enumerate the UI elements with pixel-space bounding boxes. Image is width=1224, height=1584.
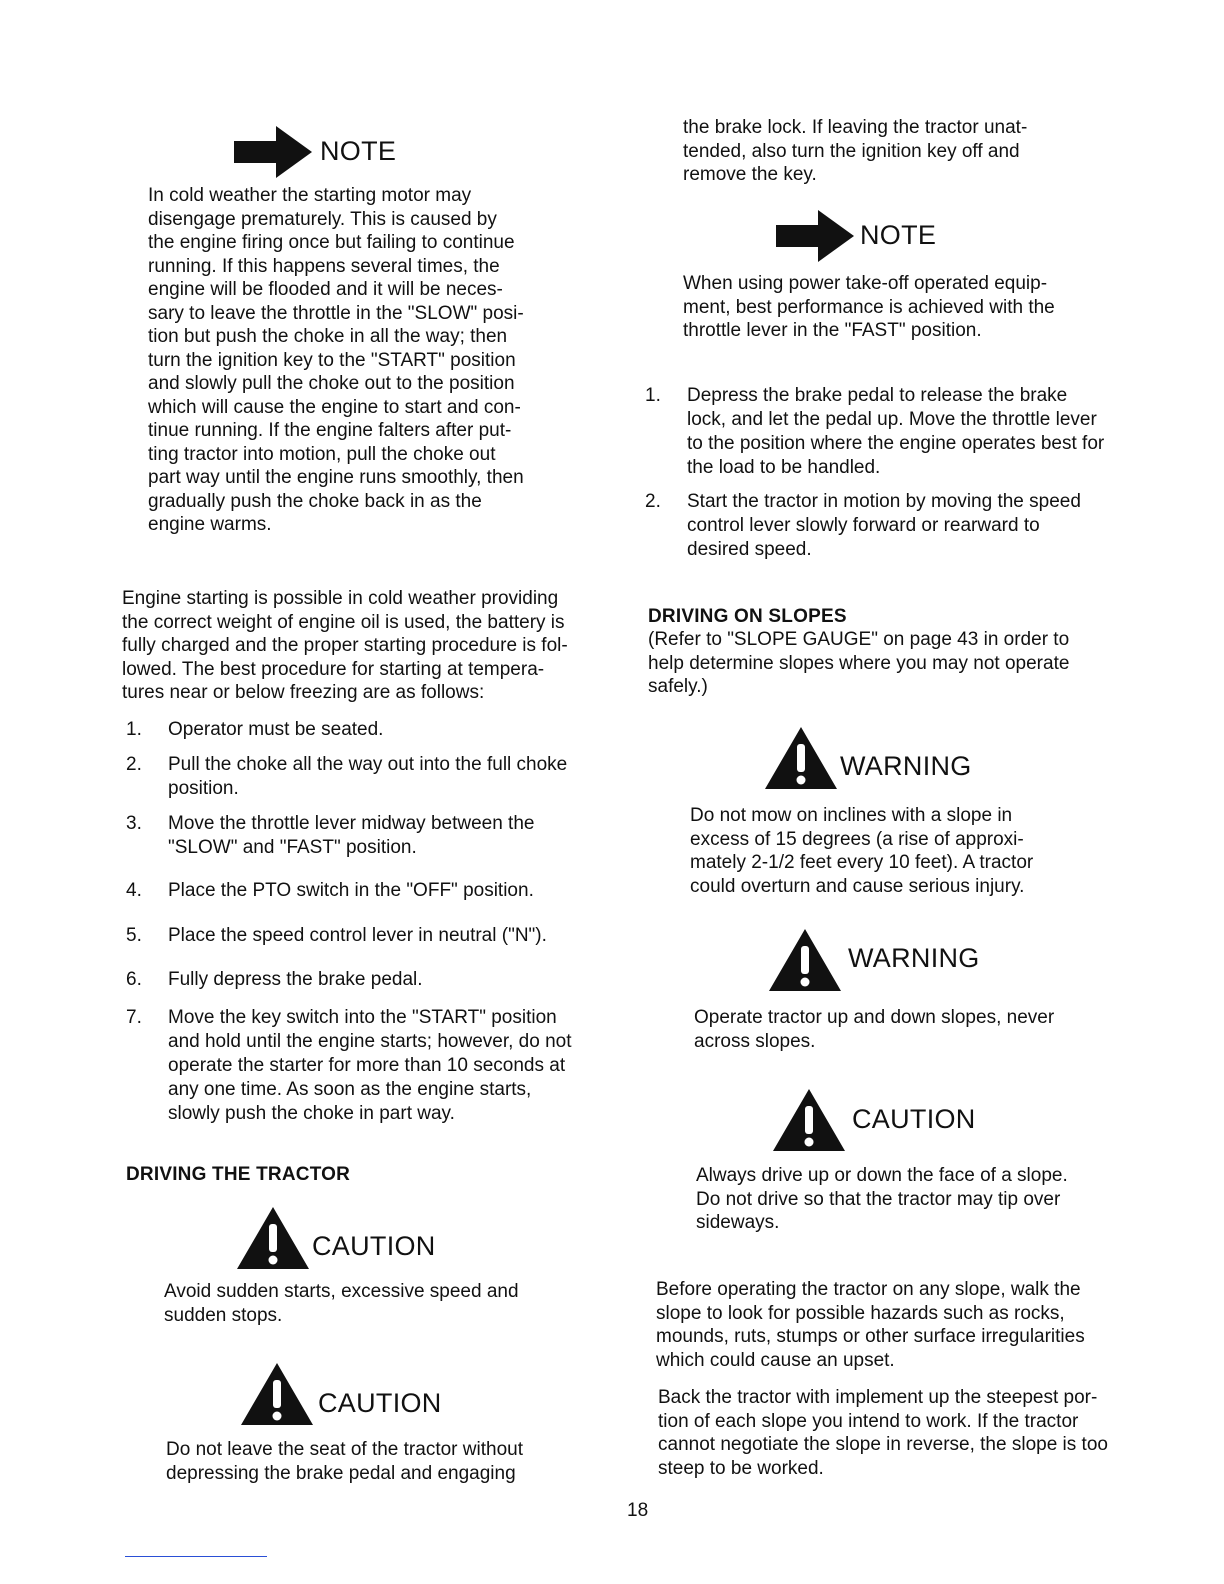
text-line: Do not leave the seat of the tractor without xyxy=(166,1439,523,1460)
warning-title: WARNING xyxy=(840,750,972,781)
list-number: 1. xyxy=(126,719,142,740)
brake-lock-continuation xyxy=(683,116,1083,187)
page-number: 18 xyxy=(627,1500,649,1521)
arrow-right-icon xyxy=(232,124,312,178)
text-line: across slopes. xyxy=(694,1030,816,1052)
list-number: 5. xyxy=(126,925,142,946)
pto-note xyxy=(683,272,1103,343)
driving-slopes-heading: DRIVING ON SLOPES xyxy=(648,606,847,627)
warning-triangle-icon xyxy=(236,1206,310,1270)
text-line: remove the key. xyxy=(683,164,817,185)
text-line: could overturn and cause serious injury. xyxy=(690,875,1025,897)
list-number: 4. xyxy=(126,880,142,901)
caution-title: CAUTION xyxy=(318,1387,442,1418)
caution-signal-1 xyxy=(236,1206,436,1270)
text-line: Do not drive so that the tractor may tip over xyxy=(696,1188,1061,1210)
cold-weather-note xyxy=(148,184,552,537)
text-line: Move the throttle lever midway between the xyxy=(168,813,535,834)
text-line: ting tractor into motion, pull the choke out xyxy=(148,443,496,465)
caution-text-2 xyxy=(166,1438,566,1485)
text-line: part way until the engine runs smoothly, then xyxy=(148,467,524,488)
text-line: lock, and let the pedal up. Move the throttle lever xyxy=(687,409,1097,430)
text-line: help determine slopes where you may not operate xyxy=(648,652,1070,674)
text-line: Fully depress the brake pedal. xyxy=(168,969,423,990)
text-line: steep to be worked. xyxy=(658,1457,824,1479)
text-line: tures near or below freezing are as follows: xyxy=(122,682,485,703)
text-line: Pull the choke all the way out into the full choke xyxy=(168,754,568,775)
text-line: slope to look for possible hazards such as rocks, xyxy=(656,1302,1065,1324)
text-line: Start the tractor in motion by moving the speed xyxy=(687,491,1081,512)
text-line: depressing the brake pedal and engaging xyxy=(166,1462,516,1484)
text-line: to the position where the engine operates best for xyxy=(687,433,1105,454)
text-line: In cold weather the starting motor may xyxy=(148,185,472,206)
text-line: excess of 15 degrees (a rise of approxi- xyxy=(690,828,1024,850)
note-title: NOTE xyxy=(320,135,397,166)
slope-hazards-paragraph xyxy=(656,1278,1144,1372)
text-line: slowly push the choke in part way. xyxy=(168,1103,455,1124)
text-line: the brake lock. If leaving the tractor unat- xyxy=(683,117,1028,138)
caution-title: CAUTION xyxy=(312,1230,436,1261)
caution-signal-2 xyxy=(240,1362,442,1426)
steepest-slope-paragraph xyxy=(658,1386,1144,1480)
text-line: Always drive up or down the face of a slope. xyxy=(696,1165,1068,1186)
text-line: throttle lever in the "FAST" position. xyxy=(683,320,982,341)
text-line: tinue running. If the engine falters after put- xyxy=(148,420,512,441)
text-line: desired speed. xyxy=(687,539,812,560)
text-line: Move the key switch into the "START" position xyxy=(168,1007,557,1028)
warning-triangle-icon xyxy=(772,1088,846,1152)
warning-triangle-icon xyxy=(768,928,842,992)
text-line: position. xyxy=(168,778,239,799)
text-line: disengage prematurely. This is caused by xyxy=(148,208,497,230)
text-line: operate the starter for more than 10 seconds at xyxy=(168,1055,566,1076)
text-line: safely.) xyxy=(648,676,708,697)
text-line: Operator must be seated. xyxy=(168,719,384,740)
text-line: (Refer to "SLOPE GAUGE" on page 43 in order to xyxy=(648,629,1070,650)
caution-title: CAUTION xyxy=(852,1103,976,1134)
text-line: sideways. xyxy=(696,1212,780,1233)
text-line: tended, also turn the ignition key off and xyxy=(683,140,1020,162)
text-line: any one time. As soon as the engine starts, xyxy=(168,1079,532,1100)
driving-tractor-heading: DRIVING THE TRACTOR xyxy=(126,1164,351,1185)
note-signal-left xyxy=(232,124,396,178)
text-line: Operate tractor up and down slopes, never xyxy=(694,1007,1055,1028)
text-line: Place the speed control lever in neutral ("N"). xyxy=(168,925,547,946)
text-line: sudden stops. xyxy=(164,1304,283,1326)
warning-triangle-icon xyxy=(240,1362,314,1426)
text-line: control lever slowly forward or rearward to xyxy=(687,515,1040,536)
caution-text-1 xyxy=(164,1280,584,1327)
text-line: Before operating the tractor on any slope, walk the xyxy=(656,1279,1081,1300)
slopes-intro xyxy=(648,628,1132,699)
note-title: NOTE xyxy=(860,219,937,250)
text-line: engine warms. xyxy=(148,514,272,535)
arrow-right-icon xyxy=(774,208,854,262)
footer-rule xyxy=(125,1556,267,1557)
list-number: 7. xyxy=(126,1007,142,1028)
list-number: 2. xyxy=(645,491,661,512)
caution-text-3 xyxy=(696,1164,1116,1235)
list-number: 6. xyxy=(126,969,142,990)
warning-signal-1 xyxy=(764,726,972,790)
list-number: 1. xyxy=(645,385,661,406)
text-line: tion but push the choke in all the way; then xyxy=(148,326,508,347)
text-line: tion of each slope you intend to work. If the tractor xyxy=(658,1410,1079,1432)
starting-intro xyxy=(122,587,610,705)
text-line: which will cause the engine to start and con- xyxy=(148,396,521,418)
text-line: Avoid sudden starts, excessive speed and xyxy=(164,1281,519,1302)
text-line: and hold until the engine starts; however, do not xyxy=(168,1031,572,1052)
text-line: Do not mow on inclines with a slope in xyxy=(690,805,1013,826)
text-line: turn the ignition key to the "START" position xyxy=(148,349,516,371)
text-line: the engine firing once but failing to continue xyxy=(148,232,515,253)
list-number: 2. xyxy=(126,754,142,775)
text-line: Depress the brake pedal to release the brake xyxy=(687,385,1068,406)
text-line: fully charged and the proper starting procedure is fol- xyxy=(122,635,568,656)
text-line: Back the tractor with implement up the steepest por- xyxy=(658,1387,1098,1408)
warning-signal-2 xyxy=(768,928,980,992)
text-line: engine will be flooded and it will be neces- xyxy=(148,279,503,300)
text-line: mounds, ruts, stumps or other surface irregularities xyxy=(656,1326,1085,1347)
list-number: 3. xyxy=(126,813,142,834)
warning-text-2 xyxy=(694,1006,1114,1053)
text-line: running. If this happens several times, the xyxy=(148,255,500,277)
text-line: the correct weight of engine oil is used, the battery is xyxy=(122,611,565,633)
text-line: which could cause an upset. xyxy=(656,1349,895,1371)
text-line: gradually push the choke back in as the xyxy=(148,490,482,512)
warning-text-1 xyxy=(690,804,1090,898)
text-line: cannot negotiate the slope in reverse, the slope is too xyxy=(658,1434,1108,1455)
caution-signal-3 xyxy=(772,1088,976,1152)
text-line: sary to leave the throttle in the "SLOW" posi- xyxy=(148,302,524,324)
note-signal-right xyxy=(774,208,936,262)
text-line: When using power take-off operated equip- xyxy=(683,273,1048,294)
text-line: mately 2-1/2 feet every 10 feet). A tractor xyxy=(690,852,1034,873)
text-line: "SLOW" and "FAST" position. xyxy=(168,837,417,858)
warning-title: WARNING xyxy=(848,942,980,973)
text-line: the load to be handled. xyxy=(687,457,881,478)
warning-triangle-icon xyxy=(764,726,838,790)
text-line: Place the PTO switch in the "OFF" position. xyxy=(168,880,534,901)
text-line: lowed. The best procedure for starting at tempera- xyxy=(122,658,545,680)
text-line: and slowly pull the choke out to the position xyxy=(148,373,515,394)
text-line: Engine starting is possible in cold weather providing xyxy=(122,588,559,609)
text-line: ment, best performance is achieved with the xyxy=(683,296,1055,318)
